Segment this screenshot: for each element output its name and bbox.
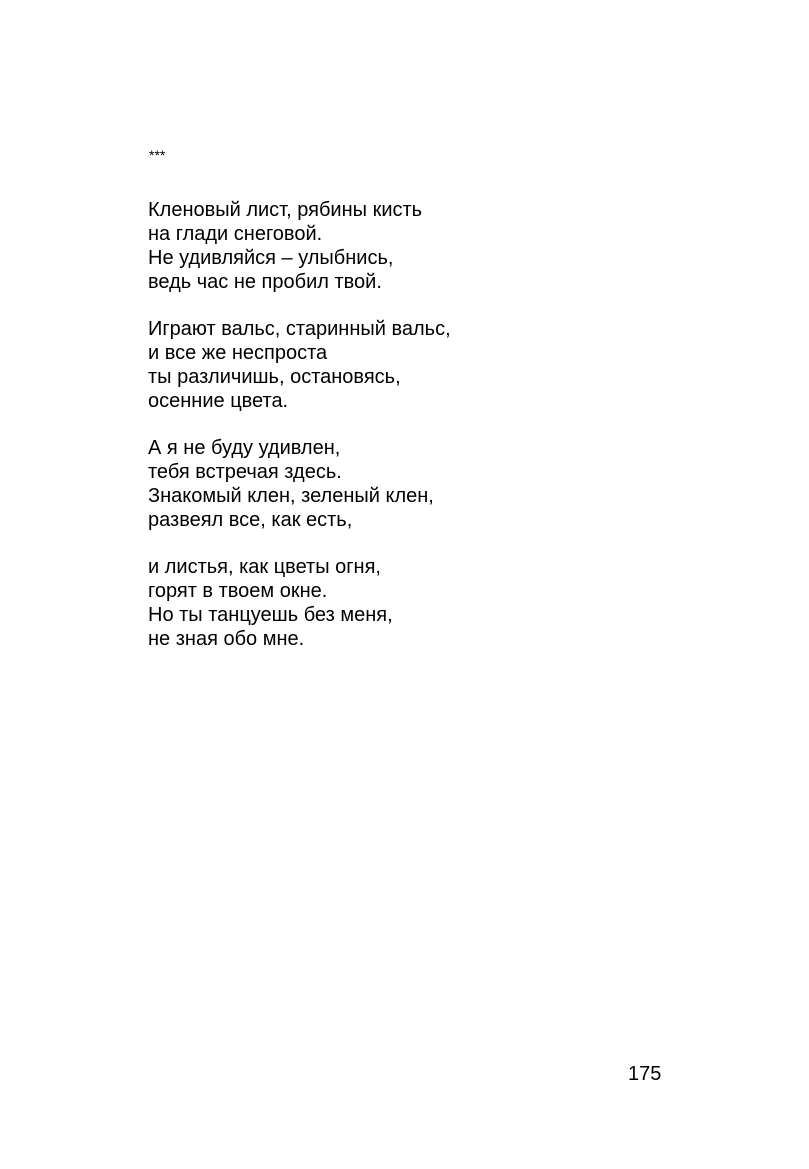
poem-line: развеял все, как есть, [148,509,353,531]
poem-line: Знакомый клен, зеленый клен, [148,485,434,507]
poem [148,198,668,674]
poem-line: Кленовый лист, рябины кисть [148,199,423,221]
poem-line: не зная обо мне. [148,628,305,650]
poem-line: осенние цвета. [148,390,289,412]
stanza-2 [148,317,668,413]
stanza-3 [148,436,668,532]
page-number: 175 [628,1063,662,1085]
poem-line: ведь час не пробил твой. [148,271,382,293]
poem-line: ты различишь, остановясь, [148,366,401,388]
section-separator: *** [149,147,166,163]
poem-line: Но ты танцуешь без меня, [148,604,393,626]
poem-line: на глади снеговой. [148,223,323,245]
poem-line: и все же неспроста [148,342,328,364]
stanza-1 [148,198,668,294]
poem-line: А я не буду удивлен, [148,437,341,459]
poem-line: и листья, как цветы огня, [148,556,381,578]
poem-line: Не удивляйся – улыбнись, [148,247,394,269]
poem-line: горят в твоем окне. [148,580,328,602]
poem-line: тебя встречая здесь. [148,461,342,483]
stanza-4 [148,555,668,651]
poem-line: Играют вальс, старинный вальс, [148,318,451,340]
